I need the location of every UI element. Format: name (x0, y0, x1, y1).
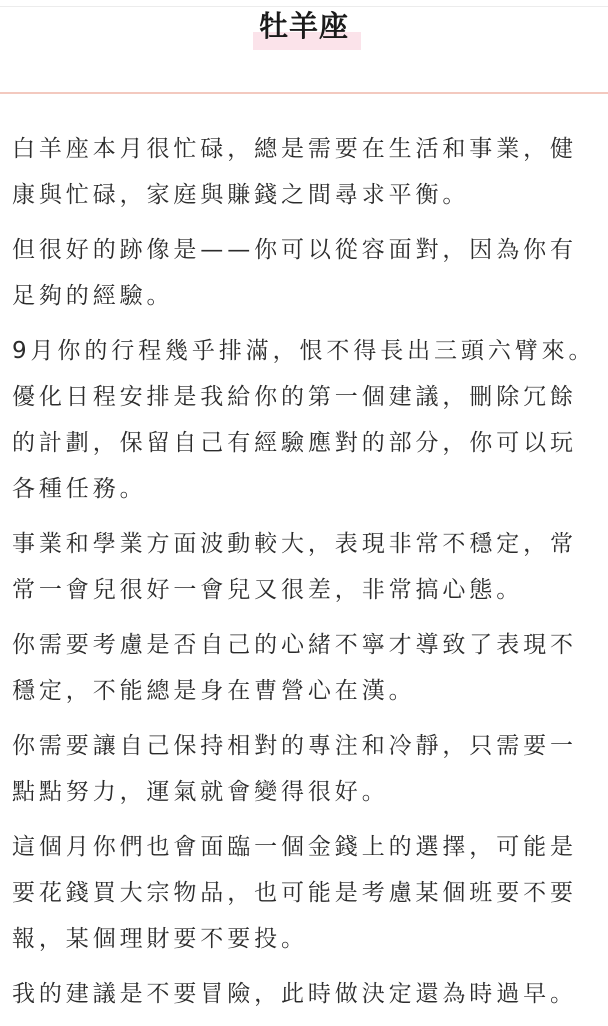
text-line: 各種任務。 (12, 476, 147, 502)
page-title: 牡羊座 (258, 9, 349, 43)
text-line: 但很好的跡像是——你可以從容面對，因為你有 (12, 237, 577, 263)
paragraph-6 (12, 723, 602, 815)
title-area (0, 8, 608, 52)
title-divider (0, 92, 608, 94)
paragraph-3 (12, 328, 602, 512)
text-line: 這個月你們也會面臨一個金錢上的選擇，可能是 (12, 834, 577, 860)
paragraph-2 (12, 227, 602, 319)
text-line: 優化日程安排是我給你的第一個建議，刪除冗餘 (12, 384, 577, 410)
text-line: 常一會兒很好一會兒又很差，非常搞心態。 (12, 577, 524, 603)
text-line: 要花錢買大宗物品，也可能是考慮某個班要不要 (12, 880, 577, 906)
text-line: 點點努力，運氣就會變得很好。 (12, 779, 389, 805)
text-line: 康與忙碌，家庭與賺錢之間尋求平衡。 (12, 182, 470, 208)
text-line: 我的建議是不要冒險，此時做決定還為時過早。 (12, 981, 577, 1007)
paragraph-7 (12, 824, 602, 962)
text-line: 報，某個理財要不要投。 (12, 926, 308, 952)
article-body (12, 126, 602, 1026)
text-line: 的計劃，保留自己有經驗應對的部分，你可以玩 (12, 430, 577, 456)
text-line: 你需要考慮是否自己的心緒不寧才導致了表現不 (12, 632, 577, 658)
paragraph-4 (12, 521, 602, 613)
text-line: 穩定，不能總是身在曹營心在漢。 (12, 678, 416, 704)
paragraph-5 (12, 622, 602, 714)
text-line: 9月你的行程幾乎排滿，恨不得長出三頭六臂來。 (12, 338, 596, 364)
text-line: 足夠的經驗。 (12, 283, 174, 309)
paragraph-8 (12, 971, 602, 1017)
paragraph-1 (12, 126, 602, 218)
text-line: 你需要讓自己保持相對的專注和冷靜，只需要一 (12, 733, 577, 759)
text-line: 白羊座本月很忙碌，總是需要在生活和事業，健 (12, 136, 577, 162)
text-line: 事業和學業方面波動較大，表現非常不穩定，常 (12, 531, 577, 557)
top-border (0, 6, 608, 7)
